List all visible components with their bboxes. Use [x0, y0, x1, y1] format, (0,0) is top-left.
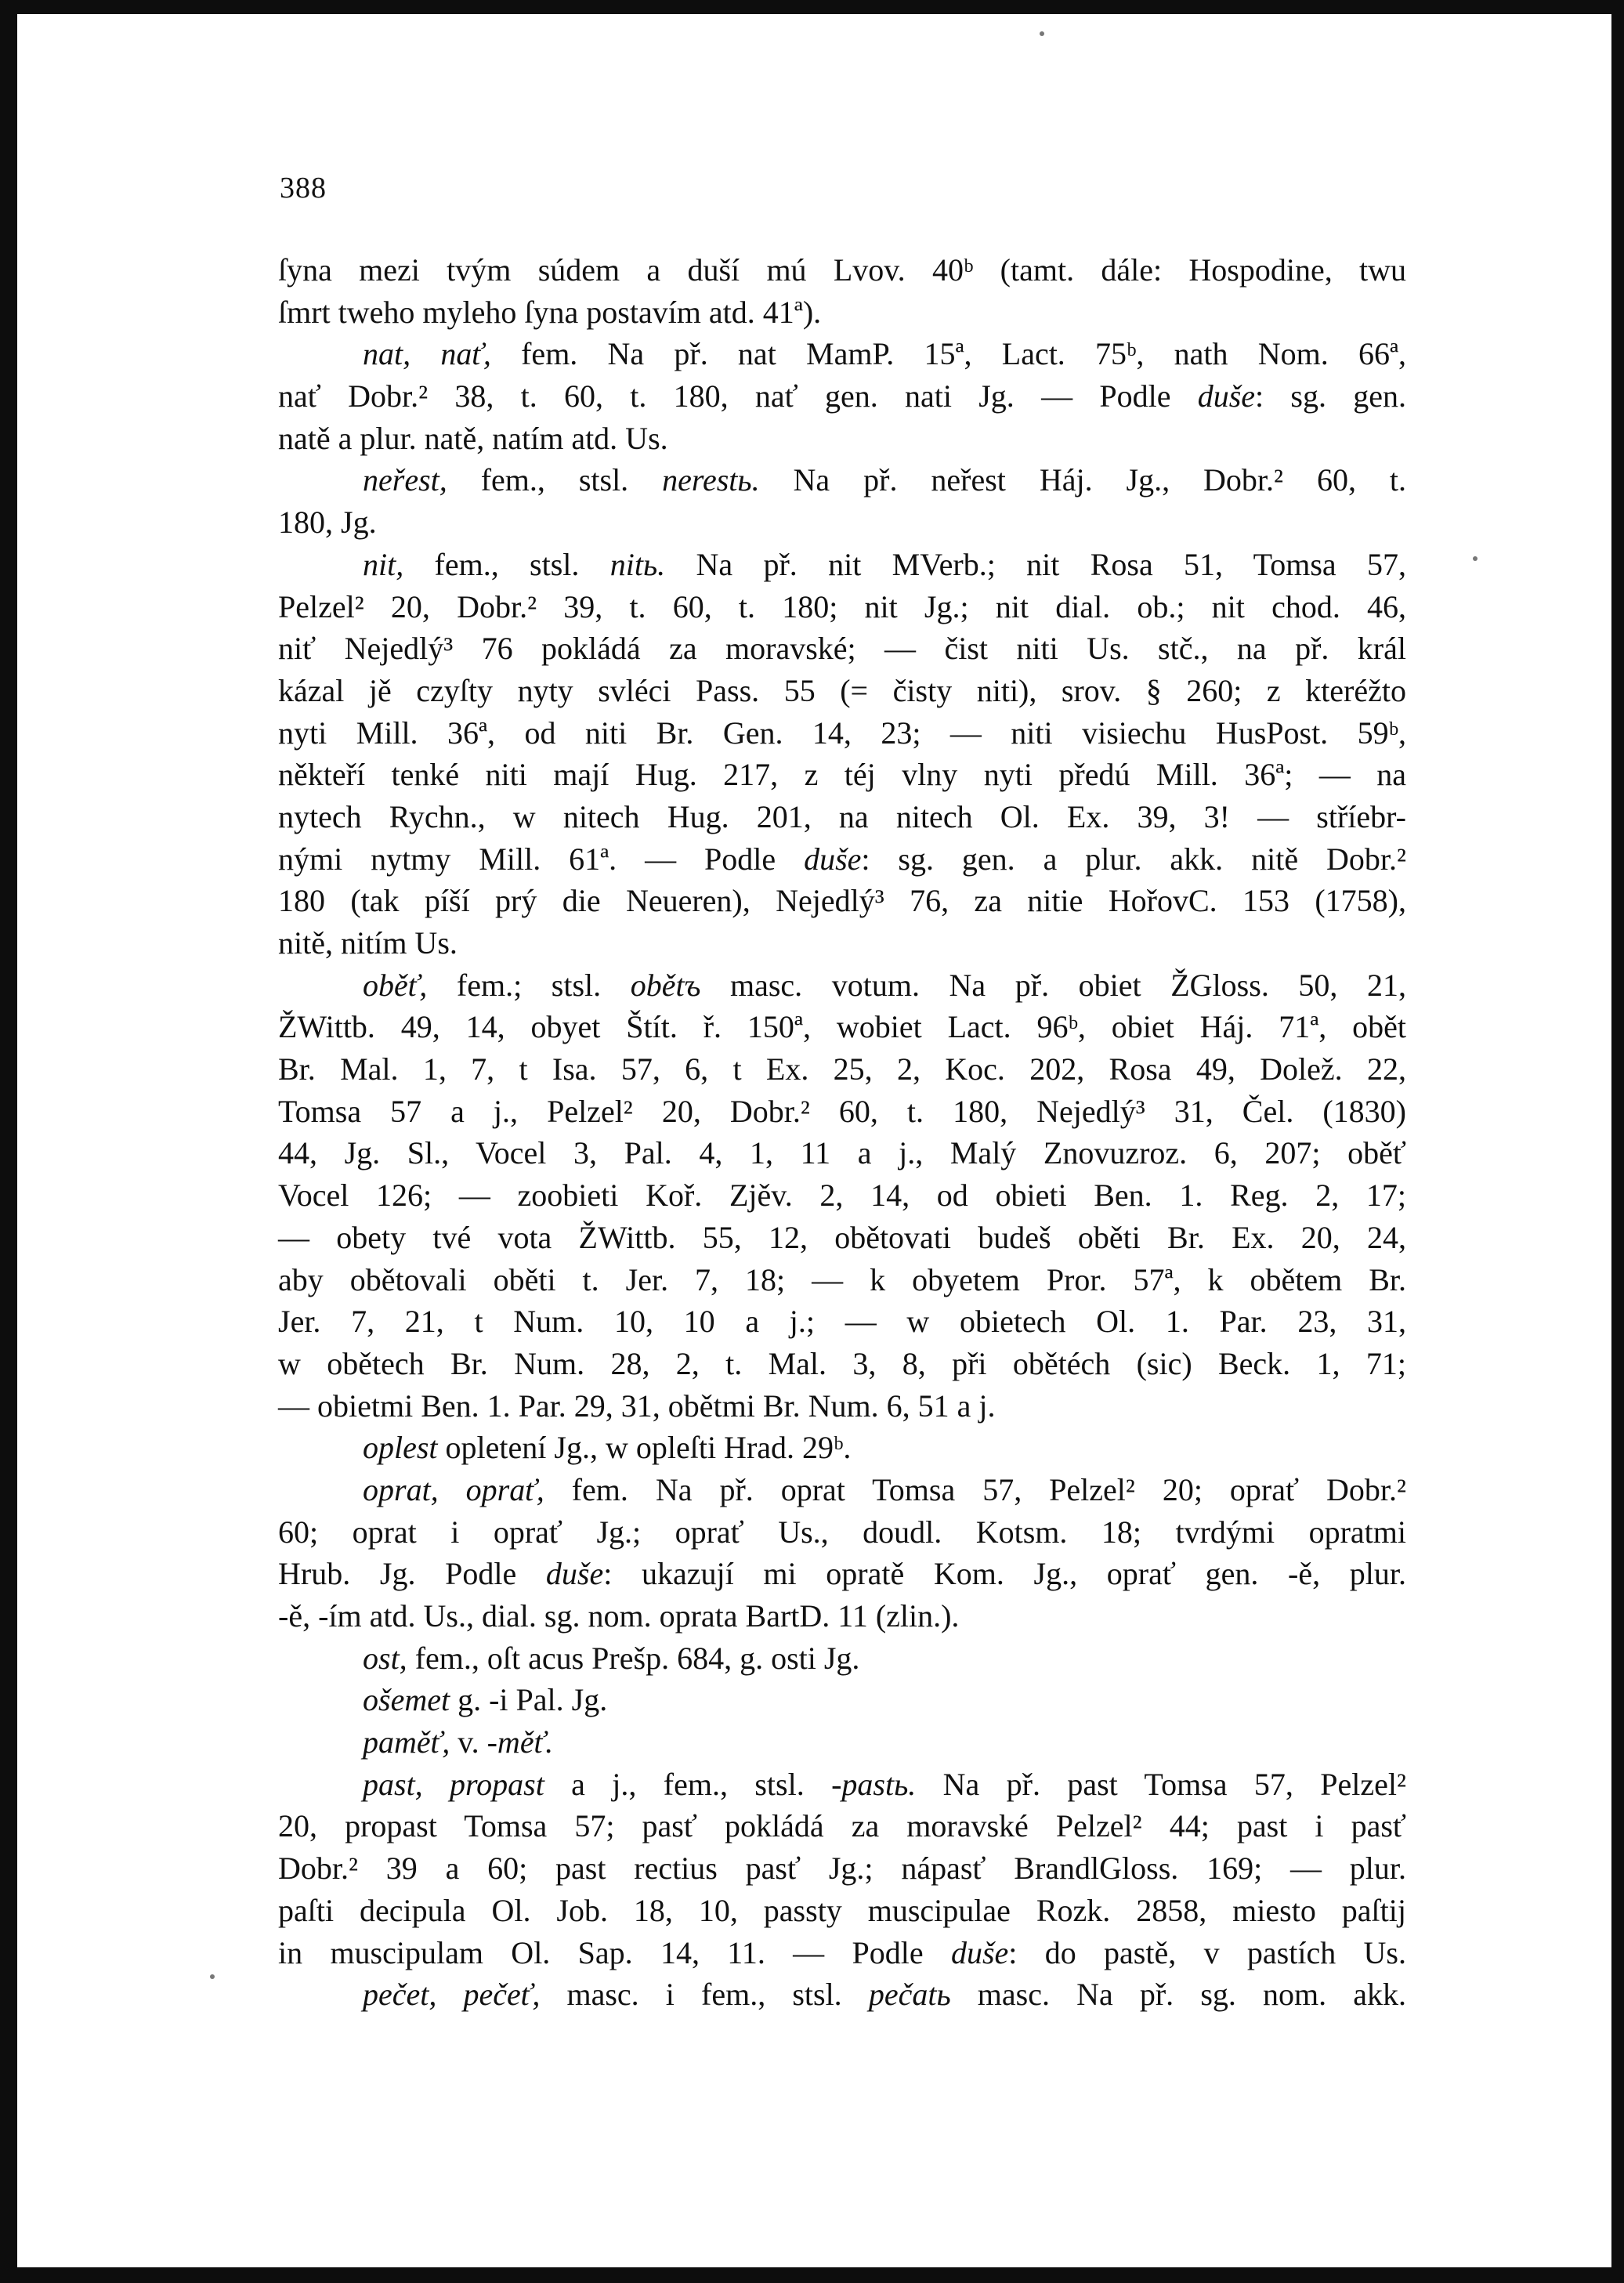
text-run: Hrub. Jg. Podle	[278, 1556, 546, 1592]
text-run: Na př. nit MVerb.; nit Rosa 51, Tomsa 57,	[665, 546, 1406, 582]
headword-italic: obětъ	[630, 967, 701, 1003]
text-run: opletení Jg., w opleſti Hrad. 29ᵇ.	[437, 1430, 852, 1466]
text-run: 180 (tak píší prý die Neueren), Nejedlý³ 76, za nitie HořovC. 153 (1758),	[278, 883, 1406, 919]
scan-speck	[210, 1974, 215, 1979]
text-run: Tomsa 57 a j., Pelzel² 20, Dobr.² 60, t. 180, Nejedlý³ 31, Čel. (1830)	[278, 1093, 1406, 1129]
text-run: Pelzel² 20, Dobr.² 39, t. 60, t. 180; nit Jg.; nit dial. ob.; nit chod. 46,	[278, 588, 1406, 624]
headword-italic: nerestь.	[662, 462, 760, 498]
text-line	[278, 1006, 1406, 1048]
text-line	[278, 1847, 1406, 1890]
text-run: Jer. 7, 21, t Num. 10, 10 a j.; — w obietech Ol. 1. Par. 23, 31,	[278, 1304, 1406, 1340]
text-run: nať Dobr.² 38, t. 60, t. 180, nať gen. nati Jg. — Podle	[278, 378, 1198, 414]
text-line	[278, 1343, 1406, 1385]
text-line	[278, 1553, 1406, 1595]
text-run: 44, Jg. Sl., Vocel 3, Pal. 4, 1, 11 a j., Malý Znovuzroz. 6, 207; oběť	[278, 1135, 1406, 1171]
headword-italic: ost,	[363, 1640, 407, 1676]
headword-italic: oběť,	[363, 967, 428, 1003]
scan-speck	[1473, 556, 1478, 561]
text-line	[278, 1048, 1406, 1091]
text-line	[278, 1259, 1406, 1301]
text-line	[278, 1132, 1406, 1174]
text-run: fem., stsl.	[403, 546, 610, 582]
text-line	[278, 1427, 1406, 1469]
scan-border-bottom	[0, 2267, 1624, 2283]
text-run: ŽWittb. 49, 14, obyet Štít. ř. 150ª, wobiet Lact. 96ᵇ, obiet Háj. 71ª, obět	[278, 1009, 1406, 1045]
text-line	[278, 1764, 1406, 1806]
text-run: aby obětovali oběti t. Jer. 7, 18; — k obyetem Pror. 57ª, k obětem Br.	[278, 1261, 1406, 1297]
text-run: a j., fem., stsl.	[544, 1766, 832, 1802]
text-run: fem., stsl.	[447, 462, 663, 498]
text-run: natě a plur. natě, natím atd. Us.	[278, 420, 668, 456]
text-line	[278, 1890, 1406, 1932]
text-line	[278, 418, 1406, 460]
text-run: nitě, nitím Us.	[278, 925, 458, 961]
headword-italic: oplest	[363, 1430, 438, 1466]
text-line	[278, 375, 1406, 418]
scan-border-right	[1611, 0, 1624, 2283]
text-line	[278, 1637, 1406, 1680]
dictionary-text-block	[278, 249, 1406, 2016]
text-run: g. -i Pal. Jg.	[450, 1682, 608, 1718]
page-number: 388	[280, 172, 327, 204]
text-line	[278, 670, 1406, 712]
text-run: — obety tvé vota ŽWittb. 55, 12, obětovati budeš oběti Br. Ex. 20, 24,	[278, 1219, 1406, 1255]
text-run: masc. Na př. sg. nom. akk.	[950, 1977, 1407, 2013]
scan-speck	[1040, 31, 1044, 36]
text-line	[278, 838, 1406, 881]
text-run: in muscipulam Ol. Sap. 14, 11. — Podle	[278, 1934, 951, 1970]
text-line	[278, 459, 1406, 501]
text-run: — obietmi Ben. 1. Par. 29, 31, obětmi Br. Num. 6, 51 a j.	[278, 1388, 996, 1424]
text-line	[278, 291, 1406, 334]
text-line	[278, 333, 1406, 375]
text-line	[278, 922, 1406, 964]
text-run: nými nytmy Mill. 61ª. — Podle	[278, 841, 805, 877]
text-run: ſyna mezi tvým súdem a duší mú Lvov. 40ᵇ (tamt. dále: Hospodine, twu	[278, 252, 1406, 288]
text-line	[278, 628, 1406, 670]
text-run: : ukazují mi opratě Kom. Jg., oprať gen. -ě, plur.	[603, 1556, 1406, 1592]
text-run: fem. Na př. oprat Tomsa 57, Pelzel² 20; oprať Dobr.²	[544, 1471, 1407, 1507]
headword-italic: pečet, pečeť,	[363, 1977, 541, 2013]
text-line	[278, 1217, 1406, 1259]
text-run: 60; oprat i oprať Jg.; oprať Us., doudl. Kotsm. 18; tvrdými opratmi	[278, 1514, 1406, 1550]
text-run: fem., oſt acus Prešp. 684, g. osti Jg.	[407, 1640, 860, 1676]
text-run: : do pastě, v pastích Us.	[1008, 1934, 1406, 1970]
text-run: masc. votum. Na př. obiet ŽGloss. 50, 21,	[700, 967, 1406, 1003]
text-run: w obětech Br. Num. 28, 2, t. Mal. 3, 8, při obětéch (sic) Beck. 1, 71;	[278, 1345, 1406, 1381]
text-line	[278, 964, 1406, 1007]
text-line	[278, 1721, 1406, 1764]
headword-italic: -měť.	[486, 1724, 554, 1760]
text-run: kázal jě czyſty nyty svléci Pass. 55 (= čisty niti), srov. § 260; z kteréžto	[278, 672, 1406, 708]
text-run: nyti Mill. 36ª, od niti Br. Gen. 14, 23; — niti visiechu HusPost. 59ᵇ,	[278, 715, 1406, 751]
headword-italic: ošemet	[363, 1682, 450, 1718]
text-line	[278, 1385, 1406, 1427]
text-line	[278, 249, 1406, 291]
text-run: fem. Na př. nat MamP. 15ª, Lact. 75ᵇ, nath Nom. 66ª,	[490, 336, 1406, 372]
text-line	[278, 1805, 1406, 1847]
text-run: masc. i fem., stsl.	[540, 1977, 869, 2013]
text-line	[278, 544, 1406, 586]
text-run: v.	[450, 1724, 487, 1760]
text-run: Na př. past Tomsa 57, Pelzel²	[916, 1766, 1406, 1802]
text-line	[278, 501, 1406, 544]
text-line	[278, 1932, 1406, 1974]
text-run: 20, propast Tomsa 57; pasť pokládá za moravské Pelzel² 44; past i pasť	[278, 1808, 1406, 1844]
headword-italic: -pastь.	[831, 1766, 917, 1802]
headword-italic: duše	[804, 841, 862, 877]
text-line	[278, 1679, 1406, 1721]
headword-italic: oprat, oprať,	[363, 1471, 544, 1507]
headword-italic: nat, nať,	[363, 336, 491, 372]
text-line	[278, 1974, 1406, 2016]
text-line	[278, 1301, 1406, 1343]
text-line	[278, 712, 1406, 754]
text-run: ſmrt tweho myleho ſyna postavím atd. 41ª).	[278, 294, 822, 330]
headword-italic: duše	[1197, 378, 1256, 414]
text-run: někteří tenké niti mají Hug. 217, z téj vlny nyti předú Mill. 36ª; — na	[278, 757, 1406, 793]
text-line	[278, 1469, 1406, 1511]
text-line	[278, 796, 1406, 838]
text-run: Br. Mal. 1, 7, t Isa. 57, 6, t Ex. 25, 2, Koc. 202, Rosa 49, Dolež. 22,	[278, 1051, 1406, 1087]
headword-italic: neřest,	[363, 462, 447, 498]
text-run: : sg. gen. a plur. akk. nitě Dobr.²	[861, 841, 1407, 877]
text-run: 180, Jg.	[278, 505, 377, 541]
text-line	[278, 880, 1406, 922]
text-run: fem.; stsl.	[427, 967, 631, 1003]
text-run: -ě, -ím atd. Us., dial. sg. nom. oprata BartD. 11 (zlin.).	[278, 1598, 960, 1634]
text-run: : sg. gen.	[1255, 378, 1407, 414]
headword-italic: duše	[950, 1934, 1009, 1970]
headword-italic: nitь.	[609, 546, 666, 582]
text-line	[278, 1091, 1406, 1133]
headword-italic: past, propast	[363, 1766, 544, 1802]
text-run: nytech Rychn., w nitech Hug. 201, na nitech Ol. Ex. 39, 3! — stříebr-	[278, 798, 1406, 834]
text-run: Vocel 126; — zoobieti Koř. Zjěv. 2, 14, od obieti Ben. 1. Reg. 2, 17;	[278, 1178, 1406, 1214]
headword-italic: pečatь	[868, 1977, 951, 2013]
text-run: paſti decipula Ol. Job. 18, 10, passty muscipulae Rozk. 2858, miesto paſtij	[278, 1892, 1406, 1928]
text-line	[278, 586, 1406, 628]
headword-italic: paměť,	[363, 1724, 450, 1760]
text-line	[278, 754, 1406, 796]
text-line	[278, 1511, 1406, 1554]
text-line	[278, 1595, 1406, 1637]
text-run: Na př. neřest Háj. Jg., Dobr.² 60, t.	[759, 462, 1406, 498]
text-run: niť Nejedlý³ 76 pokládá za moravské; — čist niti Us. stč., na př. král	[278, 631, 1406, 667]
text-line	[278, 1174, 1406, 1217]
scan-border-top	[0, 0, 1624, 14]
headword-italic: duše	[545, 1556, 604, 1592]
headword-italic: nit,	[363, 546, 404, 582]
scan-border-left	[0, 0, 17, 2283]
text-run: Dobr.² 39 a 60; past rectius pasť Jg.; nápasť BrandlGloss. 169; — plur.	[278, 1851, 1406, 1887]
